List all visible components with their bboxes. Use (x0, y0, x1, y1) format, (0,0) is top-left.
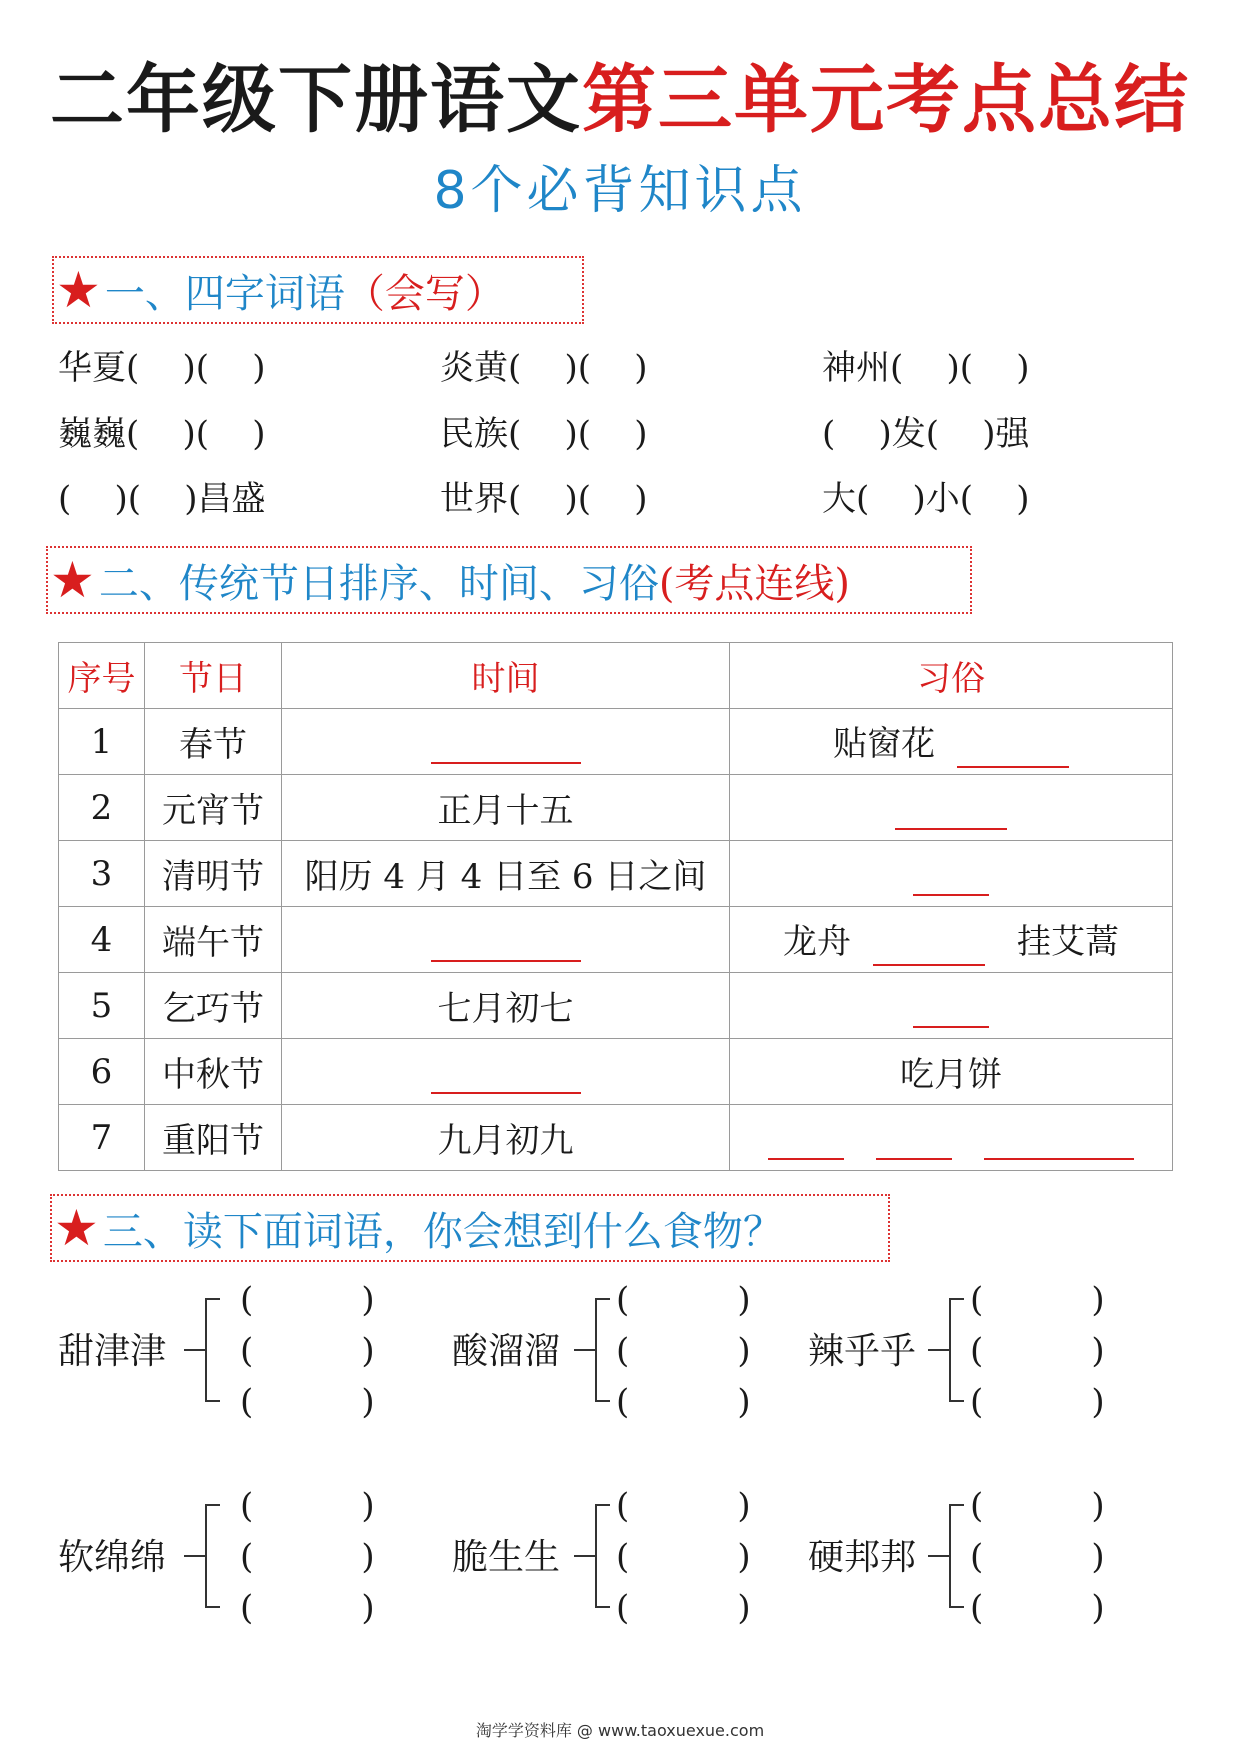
answer-paren[interactable]: ( ) (970, 1331, 1105, 1371)
answer-paren[interactable]: ( ) (240, 1588, 375, 1628)
answer-paren[interactable]: ( ) (970, 1382, 1105, 1422)
star-icon: ★ (50, 551, 95, 609)
section-1-title: 一、四字词语 (104, 270, 345, 317)
cell-festival: 重阳节 (145, 1105, 282, 1171)
answer-paren[interactable]: ( ) (616, 1382, 751, 1422)
answer-blank[interactable] (913, 874, 989, 896)
cell-no: 1 (59, 709, 145, 775)
word-item: 炎黄( )( ) (440, 348, 648, 388)
cell-festival: 清明节 (145, 841, 282, 907)
header-no: 序号 (59, 643, 145, 709)
answer-blank[interactable] (913, 1006, 989, 1028)
page-title (0, 52, 1240, 148)
word-item: 巍巍( )( ) (58, 414, 266, 454)
cell-custom: 吃月饼 (730, 1039, 1173, 1105)
answer-blank[interactable] (984, 1138, 1134, 1160)
answer-paren[interactable]: ( ) (616, 1280, 751, 1320)
cell-festival: 中秋节 (145, 1039, 282, 1105)
brace-icon (180, 1501, 226, 1615)
answer-paren[interactable]: ( ) (240, 1486, 375, 1526)
table-row (59, 709, 1173, 775)
table-row (59, 907, 1173, 973)
answer-blank[interactable] (876, 1138, 952, 1160)
brace-icon (570, 1501, 616, 1615)
brace-icon (180, 1295, 226, 1409)
header-time: 时间 (282, 643, 730, 709)
answer-paren[interactable]: ( ) (970, 1486, 1105, 1526)
food-word: 脆生生 (452, 1537, 561, 1578)
cell-no: 6 (59, 1039, 145, 1105)
answer-paren[interactable]: ( ) (240, 1382, 375, 1422)
cell-no: 7 (59, 1105, 145, 1171)
table-row (59, 775, 1173, 841)
table-row (59, 1105, 1173, 1171)
answer-blank[interactable] (768, 1138, 844, 1160)
cell-time (282, 1039, 730, 1105)
page-subtitle: 8个必背知识点 (433, 161, 807, 221)
table-row (59, 841, 1173, 907)
word-item: 华夏( )( ) (58, 348, 266, 388)
table-header-row (59, 643, 1173, 709)
word-item: 民族( )( ) (440, 414, 648, 454)
cell-no: 2 (59, 775, 145, 841)
cell-custom (730, 841, 1173, 907)
cell-time (282, 709, 730, 775)
custom-text: 龙舟 (782, 921, 851, 962)
answer-paren[interactable]: ( ) (616, 1588, 751, 1628)
answer-paren[interactable]: ( ) (240, 1280, 375, 1320)
cell-custom (730, 1105, 1173, 1171)
answer-paren[interactable]: ( ) (970, 1588, 1105, 1628)
custom-text: 贴窗花 (833, 723, 936, 764)
answer-blank[interactable] (431, 940, 581, 962)
cell-festival: 春节 (145, 709, 282, 775)
cell-no: 3 (59, 841, 145, 907)
answer-blank[interactable] (873, 944, 985, 966)
cell-time (282, 907, 730, 973)
brace-icon (570, 1295, 616, 1409)
answer-paren[interactable]: ( ) (616, 1537, 751, 1577)
word-item: ( )( )昌盛 (58, 479, 266, 519)
cell-festival: 端午节 (145, 907, 282, 973)
title-red: 第三单元考点总结 (582, 57, 1190, 143)
section-2-heading (46, 546, 972, 614)
answer-blank[interactable] (431, 742, 581, 764)
cell-time: 阳历 4 月 4 日至 6 日之间 (282, 841, 730, 907)
word-item: 神州( )( ) (822, 348, 1030, 388)
footer-watermark: 淘学学资料库 @ www.taoxuexue.com (475, 1721, 765, 1740)
section-3-heading (50, 1194, 890, 1262)
food-word: 软绵绵 (58, 1537, 167, 1578)
table-row (59, 973, 1173, 1039)
word-item: 大( )小( ) (822, 479, 1030, 519)
cell-custom (730, 907, 1173, 973)
food-word: 甜津津 (58, 1331, 167, 1372)
answer-paren[interactable]: ( ) (616, 1331, 751, 1371)
cell-time: 七月初七 (282, 973, 730, 1039)
star-icon: ★ (56, 261, 101, 319)
answer-blank[interactable] (431, 1072, 581, 1094)
answer-paren[interactable]: ( ) (970, 1280, 1105, 1320)
cell-no: 4 (59, 907, 145, 973)
cell-no: 5 (59, 973, 145, 1039)
festival-table (58, 642, 1173, 1171)
answer-paren[interactable]: ( ) (240, 1331, 375, 1371)
food-word: 酸溜溜 (452, 1331, 561, 1372)
cell-custom (730, 709, 1173, 775)
section-1-note: （会写） (344, 270, 505, 317)
cell-time: 九月初九 (282, 1105, 730, 1171)
brace-icon (924, 1295, 970, 1409)
section-2-title: 二、传统节日排序、时间、习俗 (98, 560, 659, 607)
cell-festival: 乞巧节 (145, 973, 282, 1039)
answer-paren[interactable]: ( ) (240, 1537, 375, 1577)
word-item: 世界( )( ) (440, 479, 648, 519)
cell-festival: 元宵节 (145, 775, 282, 841)
header-festival: 节日 (145, 643, 282, 709)
cell-custom (730, 775, 1173, 841)
header-custom: 习俗 (730, 643, 1173, 709)
answer-blank[interactable] (957, 746, 1069, 768)
word-item: ( )发( )强 (822, 414, 1030, 454)
food-word: 硬邦邦 (808, 1537, 917, 1578)
answer-blank[interactable] (895, 808, 1007, 830)
cell-time: 正月十五 (282, 775, 730, 841)
answer-paren[interactable]: ( ) (616, 1486, 751, 1526)
cell-custom (730, 973, 1173, 1039)
section-3-title: 三、读下面词语，你会想到什么食物？ (102, 1208, 783, 1255)
title-black: 二年级下册语文 (50, 57, 582, 143)
star-icon: ★ (54, 1199, 99, 1257)
food-word: 辣乎乎 (808, 1331, 917, 1372)
section-2-note: (考点连线) (658, 560, 851, 607)
section-1-heading (52, 256, 584, 324)
table-row (59, 1039, 1173, 1105)
answer-paren[interactable]: ( ) (970, 1537, 1105, 1577)
brace-icon (924, 1501, 970, 1615)
custom-text: 挂艾蒿 (1017, 921, 1120, 962)
